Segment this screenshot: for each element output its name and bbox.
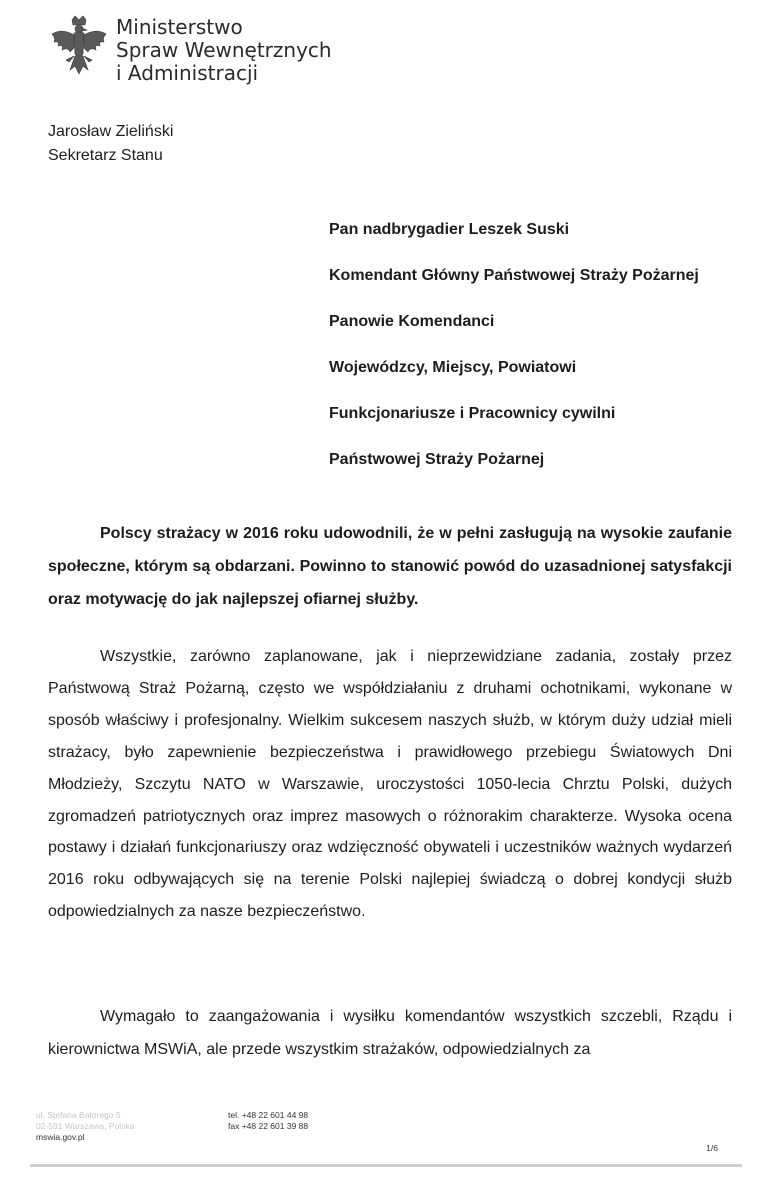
recipient-line: Państwowej Straży Pożarnej bbox=[329, 451, 545, 468]
footer-contact bbox=[228, 1110, 308, 1132]
address-city: 02-591 Warszawa, Polska bbox=[36, 1121, 135, 1131]
page-number: 1/6 bbox=[706, 1143, 718, 1153]
recipient-line: Komendant Główny Państwowej Straży Pożarnej bbox=[329, 267, 699, 284]
signatory-name: Jarosław Zieliński bbox=[48, 123, 174, 140]
footer-tel: tel. +48 22 601 44 98 bbox=[228, 1110, 309, 1120]
footer-address bbox=[36, 1110, 134, 1143]
ministry-line-2: Spraw Wewnętrznych bbox=[116, 38, 332, 62]
signatory-block bbox=[48, 120, 173, 168]
recipient-line: Wojewódzcy, Miejscy, Powiatowi bbox=[329, 359, 577, 376]
recipient-line: Panowie Komendanci bbox=[329, 313, 495, 330]
recipient-line: Funkcjonariusze i Pracownicy cywilni bbox=[329, 405, 616, 422]
recipients-block bbox=[329, 218, 699, 494]
body-paragraph-3: Wymagało to zaangażowania i wysiłku komendantów wszystkich szczebli, Rządu i kierownictwa MSWiA, ale przede wszystkim strażaków, odpowiedzialnych za bbox=[48, 1008, 732, 1058]
footer-fax: fax +48 22 601 39 88 bbox=[228, 1121, 309, 1131]
footer-website: mswia.gov.pl bbox=[36, 1132, 85, 1142]
polish-eagle-emblem-icon bbox=[48, 14, 110, 84]
ministry-line-3: i Administracji bbox=[116, 61, 259, 85]
ministry-name bbox=[116, 14, 332, 85]
recipient-line: Pan nadbrygadier Leszek Suski bbox=[329, 221, 570, 238]
signatory-title: Sekretarz Stanu bbox=[48, 147, 163, 164]
letterhead bbox=[48, 14, 332, 85]
body-paragraph-1: Polscy strażacy w 2016 roku udowodnili, że w pełni zasługują na wysokie zaufanie społeczne, którym są obdarzani. Powinno to stanowić powód do uzasadnionej satysfakcji oraz motywację do jak najlepszej ofiarnej służby. bbox=[48, 525, 732, 608]
ministry-line-1: Ministerstwo bbox=[116, 15, 243, 39]
footer-divider bbox=[30, 1164, 742, 1167]
address-street: ul. Stefana Batorego 5 bbox=[36, 1110, 121, 1120]
body-paragraph-2: Wszystkie, zarówno zaplanowane, jak i nieprzewidziane zadania, zostały przez Państwową Straż Pożarną, często we współdziałaniu z druhami ochotnikami, wykonane w sposób właściwy i profesjonalny. Wielkim sukcesem naszych służb, w którym duży udział mieli strażacy, było zapewnienie bezpieczeństwa i prawidłowego przebiegu Światowych Dni Młodzieży, Szczytu NATO w Warszawie, uroczystości 1050-lecia Chrztu Polski, dużych zgromadzeń patriotycznych oraz imprez masowych o różnorakim charakterze. Wysoka ocena postawy i działań funkcjonariuszy oraz wdzięczność obywateli i uczestników ważnych wydarzeń 2016 roku odbywających się na terenie Polski najlepiej świadczą o dobrej kondycji służb odpowiedzialnych za nasze bezpieczeństwo. bbox=[48, 648, 732, 921]
